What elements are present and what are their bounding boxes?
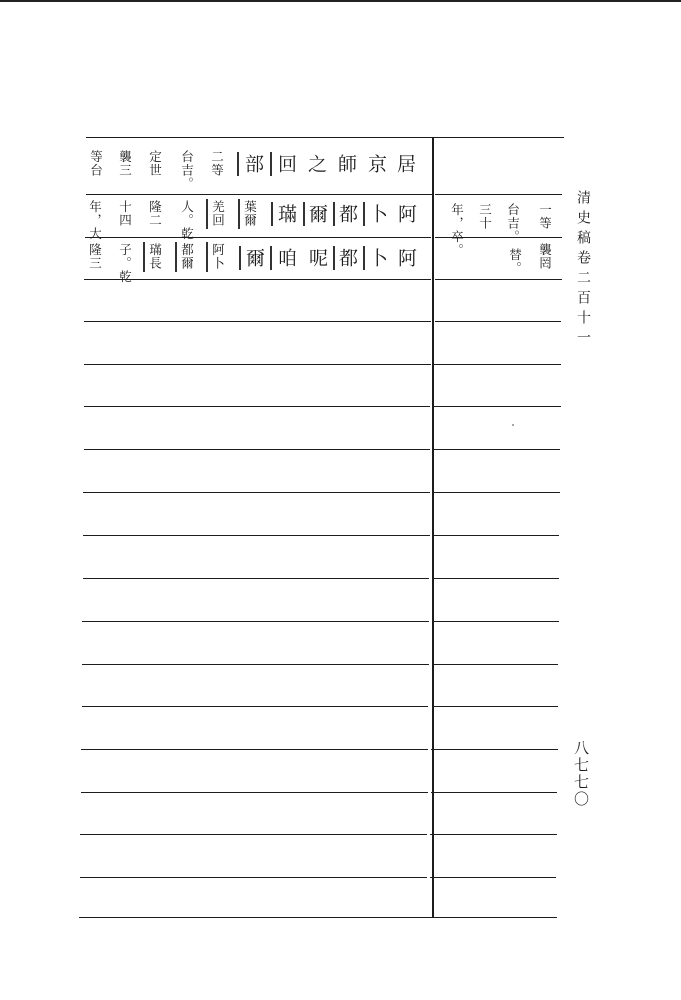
- name-bar: [206, 199, 208, 229]
- row-rule: [82, 621, 429, 622]
- row-rule: [432, 706, 558, 707]
- row-rule: [85, 237, 431, 238]
- row-rule: [84, 406, 430, 407]
- name-bar: [270, 152, 272, 176]
- page-number: 八七七〇: [572, 740, 590, 808]
- name-bar: [270, 246, 272, 270]
- name-bar: [143, 242, 145, 272]
- row-rule: [434, 364, 561, 365]
- row-rule: [432, 621, 559, 622]
- person-name-char: 卜: [366, 248, 388, 270]
- note-col: 羌回: [210, 200, 226, 227]
- row-rule: [84, 321, 431, 322]
- header-title-char: 京: [365, 154, 387, 176]
- row-rule: [81, 792, 428, 793]
- note-col: 葉爾: [242, 200, 258, 227]
- name-bar: [303, 202, 305, 226]
- row-rule: [82, 706, 428, 707]
- right-note-col: 襲罔: [537, 243, 553, 270]
- row-rule: [82, 664, 429, 665]
- row-rule: [81, 749, 428, 750]
- row-rule: [434, 406, 561, 407]
- row-rule: [80, 877, 427, 878]
- header-note-col: 台吉。: [179, 150, 195, 191]
- header-note-col: 襲三: [117, 150, 133, 177]
- row-rule: [83, 492, 430, 493]
- person-name-char: 爾: [243, 248, 265, 270]
- note-col: 阿卜: [210, 243, 226, 270]
- header-note-col: 二等: [209, 150, 225, 177]
- row-rule: [433, 492, 560, 493]
- name-bar: [271, 202, 273, 226]
- person-name-char: 咱: [275, 248, 297, 270]
- row-rule: [84, 364, 431, 365]
- name-bar: [239, 246, 241, 270]
- header-title-char: 居: [394, 154, 416, 176]
- row-rule: [434, 449, 560, 450]
- name-bar: [363, 202, 365, 226]
- row-rule: [430, 834, 557, 835]
- row-rule: [435, 279, 562, 280]
- header-title-char: 師: [335, 154, 357, 176]
- right-note-col: 三十: [477, 203, 493, 230]
- page-top-border: [0, 0, 681, 2]
- person-name-char: 阿: [395, 204, 417, 226]
- row-rule: [430, 877, 556, 878]
- row-rule: [86, 194, 432, 195]
- right-note-col: 替。: [507, 248, 523, 275]
- row-rule: [432, 664, 558, 665]
- right-note-col: 一等: [537, 203, 553, 230]
- table-bottom-rule: [79, 917, 557, 918]
- header-note-col: 定世: [147, 150, 163, 177]
- right-note-col: 年，卒。: [449, 203, 465, 257]
- row-rule: [435, 321, 561, 322]
- name-bar: [333, 246, 335, 270]
- name-bar: [175, 242, 177, 272]
- note-col: 十四: [117, 200, 133, 227]
- row-rule: [433, 535, 559, 536]
- table-top-rule: [86, 137, 564, 138]
- name-bar: [333, 202, 335, 226]
- row-rule: [83, 535, 430, 536]
- note-col: 隆三: [87, 243, 103, 270]
- name-bar: [363, 246, 365, 270]
- note-col: 璊長: [147, 243, 163, 270]
- right-note-col: 台吉。: [505, 203, 521, 244]
- note-col: 人。乾: [179, 200, 195, 241]
- person-name-char: 呢: [306, 248, 328, 270]
- person-name-char: 璊: [275, 204, 297, 226]
- header-note-col: 等台: [88, 150, 104, 177]
- row-rule: [84, 449, 430, 450]
- person-name-char: 都: [336, 248, 358, 270]
- row-rule: [431, 749, 558, 750]
- person-name-char: 都: [336, 204, 358, 226]
- row-rule: [435, 194, 562, 195]
- name-bar: [206, 242, 208, 272]
- row-rule: [431, 792, 557, 793]
- name-bar: [237, 152, 239, 176]
- note-col: 年，大: [87, 200, 103, 241]
- note-col: 子。乾: [117, 243, 133, 284]
- book-title: 清史稿卷二百十一: [575, 190, 591, 350]
- person-name-char: 阿: [395, 248, 417, 270]
- person-name-char: 卜: [366, 204, 388, 226]
- name-bar: [238, 199, 240, 229]
- print-speck: [512, 424, 514, 426]
- row-rule: [84, 279, 431, 280]
- row-rule: [433, 578, 559, 579]
- header-title-char: 回: [275, 154, 297, 176]
- row-rule: [83, 578, 429, 579]
- note-col: 都爾: [179, 243, 195, 270]
- row-rule: [80, 834, 427, 835]
- person-name-char: 爾: [306, 204, 328, 226]
- column-divider: [432, 137, 434, 917]
- header-title-char: 之: [305, 154, 327, 176]
- header-title-char: 部: [242, 154, 264, 176]
- note-col: 隆二: [147, 200, 163, 227]
